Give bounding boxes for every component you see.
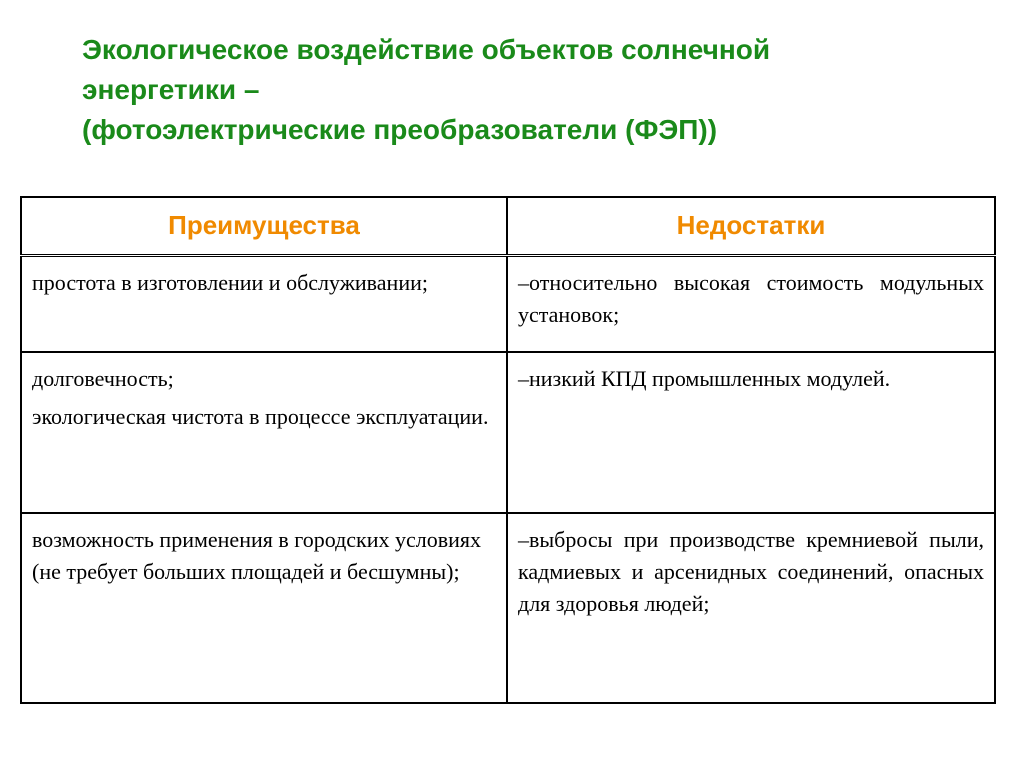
advantage-item: простота в изготовлении и обслуживании; <box>32 269 428 295</box>
advantages-cell <box>21 352 507 513</box>
slide-title <box>82 30 982 150</box>
table-row <box>21 513 995 703</box>
title-line-3: (фотоэлектрические преобразователи (ФЭП)) <box>82 114 718 145</box>
table-row <box>21 255 995 352</box>
header-advantages: Преимущества <box>21 197 507 255</box>
disadvantages-cell: –относительно высокая стоимость модульных установок; <box>507 255 995 352</box>
comparison-table <box>20 196 996 704</box>
title-line-1: Экологическое воздействие объектов солнечной <box>82 34 771 65</box>
advantage-item: долговечность; <box>32 366 174 391</box>
table-row <box>21 352 995 513</box>
advantage-item: возможность применения в городских условиях (не требует больших площадей и бесшумны); <box>32 527 482 584</box>
disadvantages-cell: –выбросы при производстве кремниевой пыли, кадмиевых и арсенидных соединений, опасных для здоровья людей; <box>507 513 995 703</box>
advantage-item: экологическая чистота в процессе эксплуатации. <box>32 404 489 429</box>
disadvantages-cell: –низкий КПД промышленных модулей. <box>507 352 995 513</box>
advantages-cell <box>21 255 507 352</box>
table-header-row <box>21 197 995 255</box>
header-disadvantages: Недостатки <box>507 197 995 255</box>
advantages-cell <box>21 513 507 703</box>
title-line-2: энергетики – <box>82 74 260 105</box>
